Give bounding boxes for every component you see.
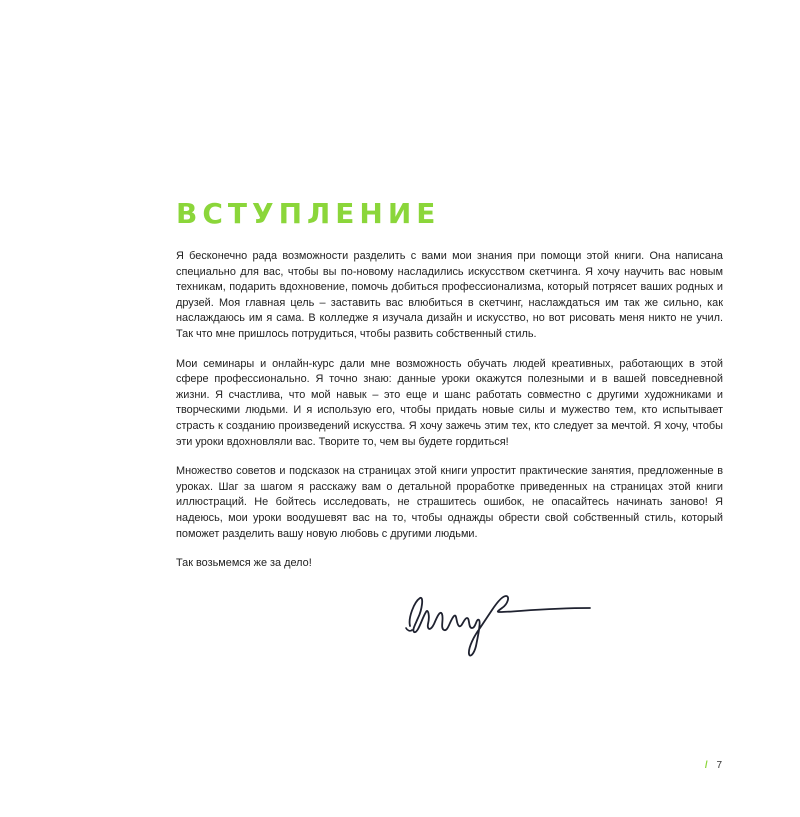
- page-title: ВСТУПЛЕНИЕ: [176, 197, 441, 230]
- page-number: [705, 760, 722, 771]
- paragraph-3: Множество советов и подсказок на страницах этой книги упростит практические занятия, предложенные в уроках. Шаг за шагом я расскажу вам о детальной проработке приведенных на страницах этой книги иллюстраций. Не бойтесь исследовать, не страшитесь ошибок, не опасайтесь начинать заново! Я надеюсь, мои уроки воодушевят вас на то, чтобы однажды обрести свой собственный стиль, который поможет разделить вашу новую любовь с другими людьми.: [176, 465, 723, 540]
- body-text: [176, 249, 723, 586]
- page-number-separator: /: [704, 760, 711, 771]
- paragraph-1: Я бесконечно рада возможности разделить с вами мои знания при помощи этой книги. Она написана специально для вас, чтобы вы по-новому насладились искусством скетчинга. Я хочу научить вас новым техникам, подарить вдохновение, помочь добиться профессионализма, который потрясет ваших родных и друзей. Моя главная цель – заставить вас влюбиться в скетчинг, наслаждаться им так же сильно, как наслаждаюсь им я сама. В колледже я изучала дизайн и искусство, но вот рисовать меня никто не учил. Так что мне пришлось потрудиться, чтобы развить собственный стиль.: [176, 250, 723, 340]
- paragraph-2: Мои семинары и онлайн-курс дали мне возможность обучать людей креативных, работающих в этой сфере профессионально. Я точно знаю: данные уроки окажутся полезными и в вашей повседневной жизни. Я счастлива, что мой навык – это еще и шанс работать совместно с другими художниками и творческими людьми. И я использую его, чтобы придать новые силы и мужество тем, кто испытывает страсть к созданию произведений искусства. Я хочу зажечь этим тех, кто следует за мечтой. Я хочу, чтобы эти уроки вдохновляли вас. Творите то, чем вы будете гордиться!: [176, 357, 723, 448]
- signature-image: [404, 588, 594, 660]
- page-number-value: 7: [716, 760, 722, 771]
- paragraph-4: Так возьмемся же за дело!: [176, 557, 312, 570]
